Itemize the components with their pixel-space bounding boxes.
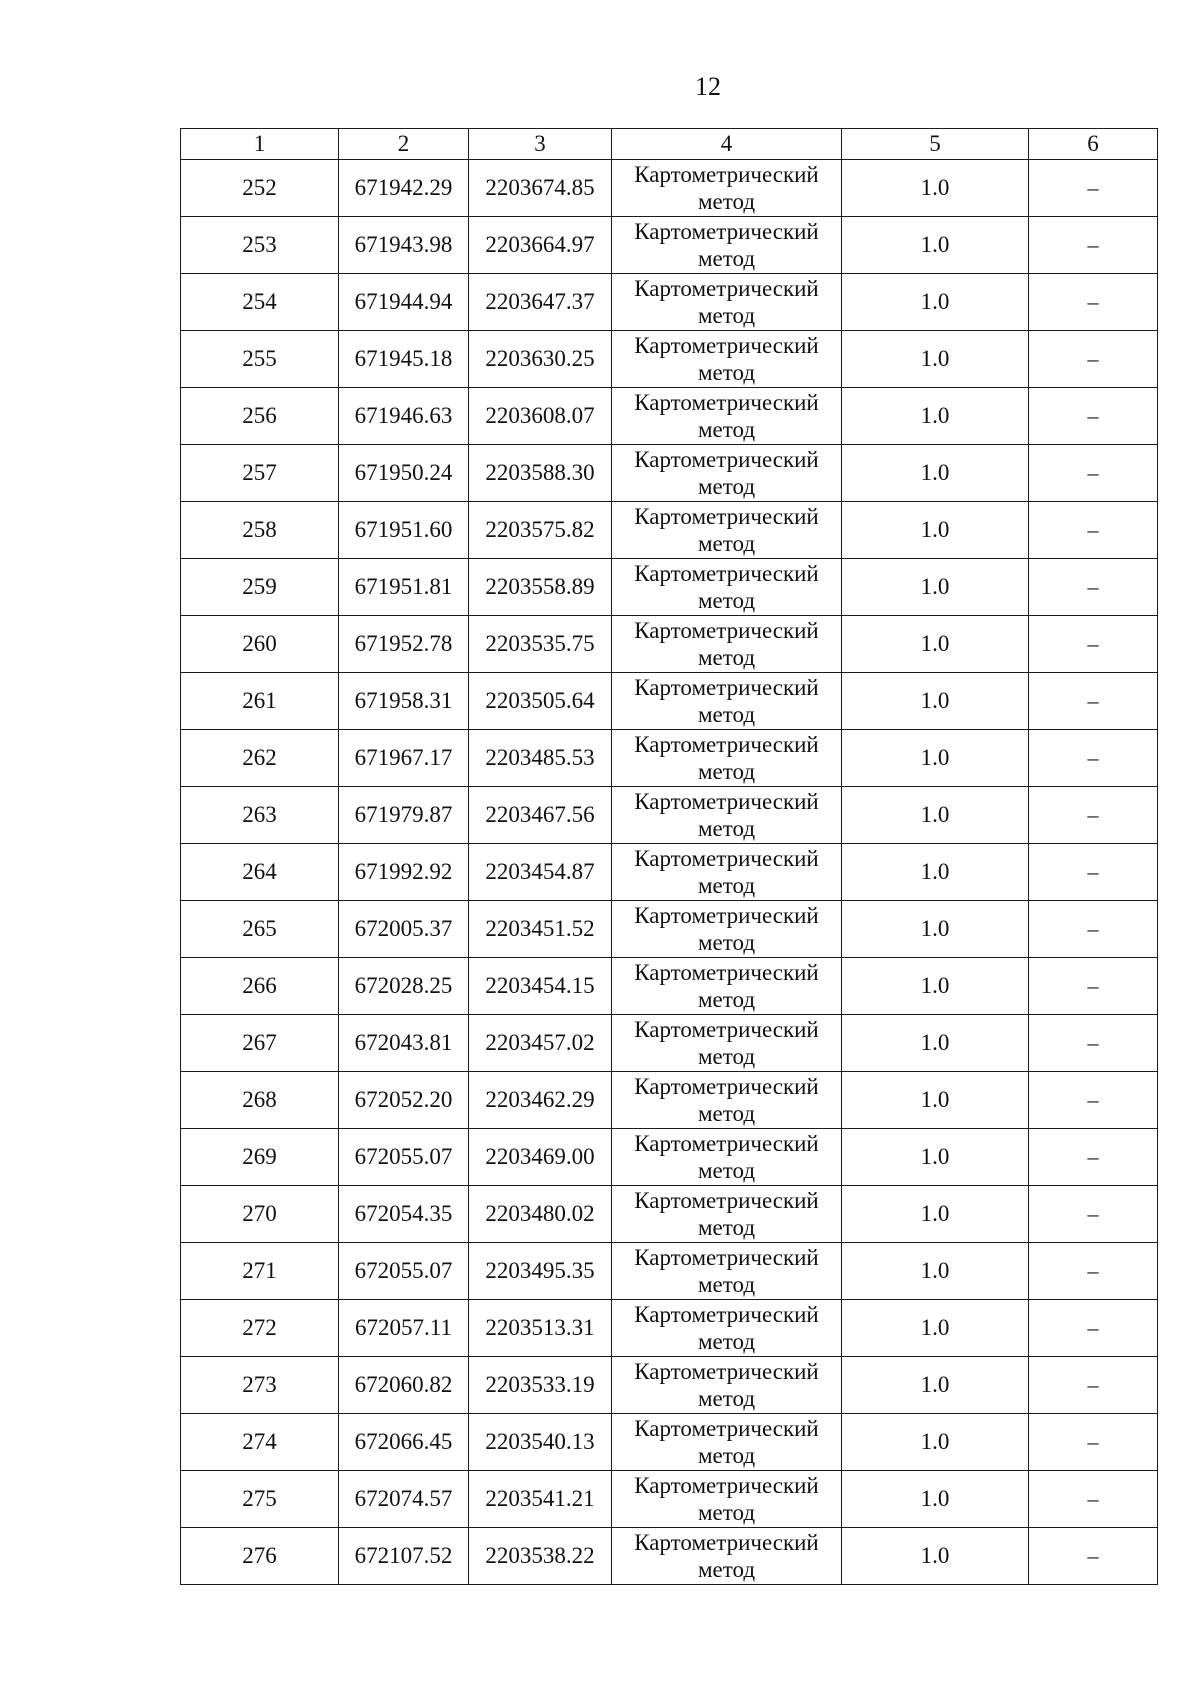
point-number-cell: 266 [181,958,339,1015]
y-coordinate-cell: 2203495.35 [469,1243,612,1300]
method-line-2: метод [697,531,756,556]
accuracy-cell: 1.0 [842,274,1029,331]
point-number-cell: 260 [181,616,339,673]
point-number-cell: 254 [181,274,339,331]
method-cell [612,616,842,673]
y-coordinate-cell: 2203630.25 [469,331,612,388]
method-line-1: Картометрический [634,732,819,757]
table-row [181,844,1158,901]
y-coordinate-cell: 2203457.02 [469,1015,612,1072]
x-coordinate-cell: 672057.11 [339,1300,469,1357]
table-row [181,673,1158,730]
note-cell: – [1029,1471,1158,1528]
accuracy-cell: 1.0 [842,1015,1029,1072]
method-cell [612,160,842,217]
accuracy-cell: 1.0 [842,388,1029,445]
table-row [181,559,1158,616]
x-coordinate-cell: 672060.82 [339,1357,469,1414]
method-line-1: Картометрический [634,447,819,472]
table-row [181,388,1158,445]
method-line-2: метод [697,1329,756,1354]
y-coordinate-cell: 2203454.15 [469,958,612,1015]
note-cell: – [1029,1414,1158,1471]
y-coordinate-cell: 2203540.13 [469,1414,612,1471]
x-coordinate-cell: 671943.98 [339,217,469,274]
method-line-1: Картометрический [634,1017,819,1042]
accuracy-cell: 1.0 [842,160,1029,217]
accuracy-cell: 1.0 [842,331,1029,388]
table-row [181,1471,1158,1528]
method-cell [612,1243,842,1300]
point-number-cell: 253 [181,217,339,274]
table-row [181,160,1158,217]
point-number-cell: 261 [181,673,339,730]
method-cell [612,1015,842,1072]
y-coordinate-cell: 2203513.31 [469,1300,612,1357]
note-cell: – [1029,217,1158,274]
table-row [181,1129,1158,1186]
method-line-1: Картометрический [634,333,819,358]
point-number-cell: 267 [181,1015,339,1072]
method-line-1: Картометрический [634,276,819,301]
table-row [181,1300,1158,1357]
y-coordinate-cell: 2203533.19 [469,1357,612,1414]
method-line-1: Картометрический [634,960,819,985]
method-line-1: Картометрический [634,1416,819,1441]
method-cell [612,559,842,616]
accuracy-cell: 1.0 [842,445,1029,502]
x-coordinate-cell: 672074.57 [339,1471,469,1528]
note-cell: – [1029,958,1158,1015]
y-coordinate-cell: 2203664.97 [469,217,612,274]
note-cell: – [1029,673,1158,730]
note-cell: – [1029,1528,1158,1585]
method-cell [612,331,842,388]
method-line-2: метод [697,246,756,271]
y-coordinate-cell: 2203608.07 [469,388,612,445]
table-row [181,901,1158,958]
method-line-2: метод [697,1500,756,1525]
header-row [181,129,1158,160]
method-line-1: Картометрический [634,219,819,244]
table-row [181,1072,1158,1129]
accuracy-cell: 1.0 [842,844,1029,901]
note-cell: – [1029,1357,1158,1414]
accuracy-cell: 1.0 [842,1186,1029,1243]
table-row [181,1528,1158,1585]
y-coordinate-cell: 2203451.52 [469,901,612,958]
x-coordinate-cell: 672043.81 [339,1015,469,1072]
accuracy-cell: 1.0 [842,1471,1029,1528]
accuracy-cell: 1.0 [842,1414,1029,1471]
method-line-1: Картометрический [634,1302,819,1327]
accuracy-cell: 1.0 [842,502,1029,559]
coordinates-table [180,128,1158,1585]
method-line-2: метод [697,1215,756,1240]
accuracy-cell: 1.0 [842,1072,1029,1129]
accuracy-cell: 1.0 [842,217,1029,274]
table-row [181,1186,1158,1243]
method-line-2: метод [697,930,756,955]
method-line-2: метод [697,1557,756,1582]
point-number-cell: 269 [181,1129,339,1186]
table-row [181,274,1158,331]
point-number-cell: 263 [181,787,339,844]
note-cell: – [1029,160,1158,217]
x-coordinate-cell: 671951.60 [339,502,469,559]
table-row [181,217,1158,274]
method-line-1: Картометрический [634,903,819,928]
point-number-cell: 264 [181,844,339,901]
method-cell [612,787,842,844]
method-cell [612,1129,842,1186]
method-line-2: метод [697,588,756,613]
column-header-1: 1 [181,129,339,160]
table-row [181,730,1158,787]
table-row [181,958,1158,1015]
y-coordinate-cell: 2203538.22 [469,1528,612,1585]
accuracy-cell: 1.0 [842,1357,1029,1414]
method-line-2: метод [697,816,756,841]
y-coordinate-cell: 2203558.89 [469,559,612,616]
x-coordinate-cell: 672066.45 [339,1414,469,1471]
method-cell [612,844,842,901]
accuracy-cell: 1.0 [842,787,1029,844]
accuracy-cell: 1.0 [842,958,1029,1015]
page-number: 12 [695,72,721,101]
method-line-2: метод [697,303,756,328]
table-row [181,616,1158,673]
method-line-1: Картометрический [634,846,819,871]
table-header [181,129,1158,160]
method-cell [612,1072,842,1129]
y-coordinate-cell: 2203469.00 [469,1129,612,1186]
method-line-1: Картометрический [634,789,819,814]
method-line-1: Картометрический [634,1530,819,1555]
note-cell: – [1029,1072,1158,1129]
x-coordinate-cell: 672055.07 [339,1243,469,1300]
method-line-1: Картометрический [634,162,819,187]
method-cell [612,1300,842,1357]
accuracy-cell: 1.0 [842,673,1029,730]
point-number-cell: 270 [181,1186,339,1243]
note-cell: – [1029,502,1158,559]
method-cell [612,217,842,274]
method-line-2: метод [697,1158,756,1183]
method-line-1: Картометрический [634,1359,819,1384]
note-cell: – [1029,1129,1158,1186]
method-line-2: метод [697,360,756,385]
method-line-2: метод [697,189,756,214]
note-cell: – [1029,388,1158,445]
method-cell [612,958,842,1015]
x-coordinate-cell: 671992.92 [339,844,469,901]
note-cell: – [1029,274,1158,331]
x-coordinate-cell: 671967.17 [339,730,469,787]
point-number-cell: 272 [181,1300,339,1357]
x-coordinate-cell: 671944.94 [339,274,469,331]
accuracy-cell: 1.0 [842,1300,1029,1357]
table-body [181,160,1158,1585]
method-line-2: метод [697,1044,756,1069]
method-cell [612,388,842,445]
point-number-cell: 259 [181,559,339,616]
method-line-2: метод [697,1443,756,1468]
method-line-2: метод [697,417,756,442]
method-line-1: Картометрический [634,390,819,415]
table-row [181,445,1158,502]
method-line-1: Картометрический [634,504,819,529]
column-header-2: 2 [339,129,469,160]
point-number-cell: 265 [181,901,339,958]
method-line-2: метод [697,1101,756,1126]
x-coordinate-cell: 672107.52 [339,1528,469,1585]
y-coordinate-cell: 2203462.29 [469,1072,612,1129]
x-coordinate-cell: 671951.81 [339,559,469,616]
method-line-1: Картометрический [634,1245,819,1270]
y-coordinate-cell: 2203647.37 [469,274,612,331]
method-line-1: Картометрический [634,1473,819,1498]
y-coordinate-cell: 2203541.21 [469,1471,612,1528]
method-line-1: Картометрический [634,1188,819,1213]
y-coordinate-cell: 2203588.30 [469,445,612,502]
column-header-5: 5 [842,129,1029,160]
method-cell [612,274,842,331]
method-cell [612,1186,842,1243]
note-cell: – [1029,1243,1158,1300]
method-cell [612,730,842,787]
note-cell: – [1029,331,1158,388]
point-number-cell: 274 [181,1414,339,1471]
accuracy-cell: 1.0 [842,1129,1029,1186]
method-line-2: метод [697,474,756,499]
accuracy-cell: 1.0 [842,730,1029,787]
x-coordinate-cell: 671958.31 [339,673,469,730]
method-cell [612,673,842,730]
point-number-cell: 275 [181,1471,339,1528]
method-line-2: метод [697,873,756,898]
method-cell [612,445,842,502]
method-line-2: метод [697,1272,756,1297]
accuracy-cell: 1.0 [842,1528,1029,1585]
y-coordinate-cell: 2203454.87 [469,844,612,901]
point-number-cell: 276 [181,1528,339,1585]
point-number-cell: 255 [181,331,339,388]
note-cell: – [1029,787,1158,844]
method-line-1: Картометрический [634,1131,819,1156]
y-coordinate-cell: 2203467.56 [469,787,612,844]
x-coordinate-cell: 672054.35 [339,1186,469,1243]
method-line-2: метод [697,702,756,727]
method-line-1: Картометрический [634,618,819,643]
table-row [181,331,1158,388]
method-cell [612,1471,842,1528]
method-line-1: Картометрический [634,561,819,586]
note-cell: – [1029,844,1158,901]
table-row [181,502,1158,559]
method-cell [612,1414,842,1471]
table-row [181,1357,1158,1414]
x-coordinate-cell: 672005.37 [339,901,469,958]
table-row [181,1243,1158,1300]
method-line-2: метод [697,759,756,784]
method-line-2: метод [697,645,756,670]
x-coordinate-cell: 671950.24 [339,445,469,502]
note-cell: – [1029,445,1158,502]
table-row [181,787,1158,844]
column-header-3: 3 [469,129,612,160]
accuracy-cell: 1.0 [842,1243,1029,1300]
note-cell: – [1029,616,1158,673]
note-cell: – [1029,559,1158,616]
method-line-1: Картометрический [634,1074,819,1099]
method-cell [612,1528,842,1585]
method-cell [612,901,842,958]
note-cell: – [1029,1015,1158,1072]
column-header-6: 6 [1029,129,1158,160]
y-coordinate-cell: 2203505.64 [469,673,612,730]
point-number-cell: 257 [181,445,339,502]
point-number-cell: 271 [181,1243,339,1300]
accuracy-cell: 1.0 [842,901,1029,958]
x-coordinate-cell: 671942.29 [339,160,469,217]
method-line-2: метод [697,987,756,1012]
x-coordinate-cell: 671979.87 [339,787,469,844]
point-number-cell: 256 [181,388,339,445]
method-cell [612,502,842,559]
column-header-4: 4 [612,129,842,160]
note-cell: – [1029,901,1158,958]
accuracy-cell: 1.0 [842,559,1029,616]
y-coordinate-cell: 2203480.02 [469,1186,612,1243]
point-number-cell: 262 [181,730,339,787]
x-coordinate-cell: 672028.25 [339,958,469,1015]
accuracy-cell: 1.0 [842,616,1029,673]
x-coordinate-cell: 671945.18 [339,331,469,388]
point-number-cell: 258 [181,502,339,559]
point-number-cell: 273 [181,1357,339,1414]
table-row [181,1015,1158,1072]
point-number-cell: 252 [181,160,339,217]
note-cell: – [1029,730,1158,787]
x-coordinate-cell: 671952.78 [339,616,469,673]
note-cell: – [1029,1186,1158,1243]
method-line-1: Картометрический [634,675,819,700]
x-coordinate-cell: 671946.63 [339,388,469,445]
y-coordinate-cell: 2203674.85 [469,160,612,217]
x-coordinate-cell: 672055.07 [339,1129,469,1186]
note-cell: – [1029,1300,1158,1357]
point-number-cell: 268 [181,1072,339,1129]
method-cell [612,1357,842,1414]
y-coordinate-cell: 2203485.53 [469,730,612,787]
table-row [181,1414,1158,1471]
y-coordinate-cell: 2203575.82 [469,502,612,559]
method-line-2: метод [697,1386,756,1411]
x-coordinate-cell: 672052.20 [339,1072,469,1129]
y-coordinate-cell: 2203535.75 [469,616,612,673]
